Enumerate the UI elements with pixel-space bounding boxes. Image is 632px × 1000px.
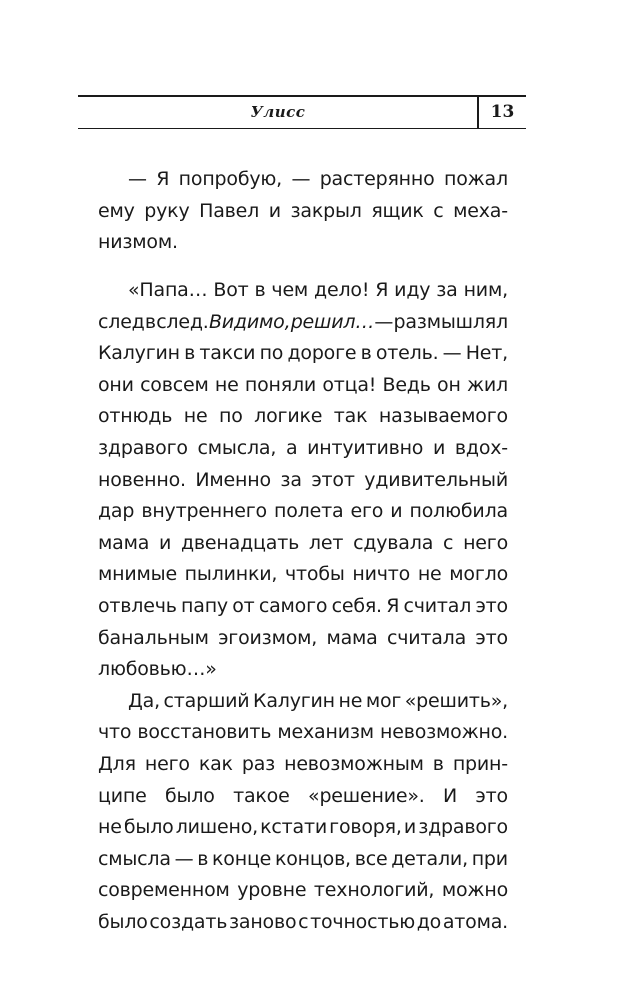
word: сдувала <box>353 531 434 554</box>
text-line <box>98 559 508 591</box>
word: меха- <box>453 199 508 222</box>
word: конце <box>212 847 272 870</box>
word: здравого <box>98 436 188 459</box>
word: называемого <box>378 405 508 428</box>
text-line <box>98 812 508 844</box>
text-line <box>98 227 508 259</box>
word: — <box>291 168 311 190</box>
word: в <box>197 847 209 870</box>
word: Ведь <box>382 373 431 396</box>
word: отвлечь <box>98 594 177 617</box>
running-title: Улисс <box>250 103 306 121</box>
text-line <box>98 465 508 497</box>
word: лишено, <box>175 816 258 839</box>
text-line <box>98 623 508 655</box>
text-line <box>98 591 508 623</box>
word: дар <box>98 500 135 523</box>
word: и <box>268 199 281 222</box>
word: отца! <box>322 373 377 396</box>
text-line <box>98 196 508 228</box>
word: закрыл <box>290 199 362 222</box>
word: попробую, <box>178 168 283 190</box>
word: И <box>443 784 458 807</box>
word: мама <box>98 531 150 554</box>
word: кстати <box>260 816 327 839</box>
word: создать <box>149 910 228 933</box>
word: с <box>442 531 454 554</box>
word: и <box>390 500 403 523</box>
text-line <box>98 275 508 307</box>
word: иду <box>394 279 431 301</box>
word: «решить», <box>404 689 508 712</box>
word: него <box>463 531 508 554</box>
word: совсем <box>140 373 209 396</box>
word: при <box>471 847 508 870</box>
word: Нет, <box>465 342 508 365</box>
text-line <box>98 749 508 781</box>
word: детали, <box>391 847 468 870</box>
word: чем <box>271 279 309 301</box>
word: ящик <box>371 199 424 222</box>
word: можно <box>441 879 508 902</box>
word: банальным <box>98 626 209 649</box>
word: его <box>350 500 384 523</box>
word: поняли <box>244 373 317 396</box>
word: говоря, <box>329 816 402 839</box>
word: дело! <box>314 279 370 301</box>
word: ничто <box>352 563 411 586</box>
text-line-with-italic <box>98 307 508 339</box>
word: с <box>298 910 309 933</box>
word: невозможным <box>284 752 424 775</box>
word: него <box>144 752 190 775</box>
word: за <box>436 279 458 301</box>
word: Для <box>98 752 136 775</box>
word: и <box>159 531 172 554</box>
word: с <box>433 199 444 222</box>
word: раз <box>241 752 276 775</box>
word: растерянно <box>319 168 435 190</box>
word: а <box>285 436 298 459</box>
paragraph-2 <box>98 275 508 938</box>
word: он <box>437 373 461 396</box>
word: след. <box>156 310 209 333</box>
word: пылинки, <box>184 563 278 586</box>
word: след <box>98 310 145 333</box>
text-line <box>98 401 508 433</box>
word: руку <box>144 199 190 222</box>
word: эгоизмом, <box>218 626 318 649</box>
word: и <box>403 816 417 839</box>
word: решил… <box>290 310 375 333</box>
word: Именно <box>195 468 271 491</box>
word: «Папа… <box>128 279 208 301</box>
word: логике <box>254 405 323 428</box>
word: удивительный <box>364 468 508 491</box>
word: прин- <box>452 752 508 775</box>
word: Я <box>386 594 400 617</box>
word: точностью <box>310 910 415 933</box>
word: «решение». <box>308 784 425 807</box>
word: отнюдь <box>98 405 173 428</box>
word: современном <box>98 879 230 902</box>
word: — <box>442 342 462 365</box>
word: интуитивно <box>307 436 424 459</box>
text-line <box>98 907 508 939</box>
text-line <box>98 654 508 686</box>
word: и <box>432 436 446 459</box>
word: вдох- <box>454 436 508 459</box>
word: это <box>475 626 508 649</box>
word: заново <box>228 910 297 933</box>
word: это <box>475 784 508 807</box>
word: — <box>128 168 147 190</box>
word: отель. <box>375 342 439 365</box>
word: такое <box>233 784 290 807</box>
word: что <box>98 721 132 744</box>
running-header <box>78 95 526 129</box>
word: считала <box>386 626 467 649</box>
text-line <box>98 433 508 465</box>
word: невозможно. <box>379 721 508 744</box>
word: новенно. <box>98 468 186 491</box>
text-line <box>98 844 508 876</box>
word: папу <box>181 594 228 617</box>
word: в <box>144 310 156 333</box>
text-line <box>98 338 508 370</box>
page-number: 13 <box>490 102 515 122</box>
word: любовью…» <box>98 658 217 681</box>
word: жил <box>466 373 508 396</box>
word: двенадцать <box>181 531 300 554</box>
word: в <box>432 752 444 775</box>
text-line <box>98 781 508 813</box>
word: до <box>416 910 442 933</box>
word: ним, <box>463 279 508 301</box>
word: Видимо, <box>208 310 291 333</box>
word: пожал <box>443 168 508 190</box>
word: — <box>174 847 194 870</box>
text-line <box>98 717 508 749</box>
word: они <box>98 373 134 396</box>
text-line <box>98 528 508 560</box>
word: не <box>98 816 122 839</box>
word: самого <box>258 594 328 617</box>
word: чтобы <box>285 563 345 586</box>
text-line <box>98 496 508 528</box>
word: лет <box>308 531 344 554</box>
text-line <box>98 164 508 196</box>
word: себя. <box>331 594 382 617</box>
word: — <box>374 310 394 333</box>
word: Калугин <box>98 342 180 365</box>
word: в <box>360 342 372 365</box>
word: считал <box>403 594 472 617</box>
word: ципе <box>98 784 147 807</box>
word: восстановить <box>137 721 272 744</box>
word: мнимые <box>98 563 177 586</box>
word: могло <box>449 563 508 586</box>
word: ему <box>98 199 135 222</box>
word: мог <box>365 689 402 712</box>
word: не <box>338 689 363 712</box>
word: не <box>183 405 208 428</box>
word: по <box>219 405 243 428</box>
word: Вот <box>213 279 249 301</box>
word: было <box>165 784 215 807</box>
word: все <box>354 847 388 870</box>
word: не <box>214 373 239 396</box>
text-line <box>98 686 508 718</box>
text-line <box>98 370 508 402</box>
word: размышлял <box>393 310 508 333</box>
word: за <box>280 468 302 491</box>
word: было <box>98 910 148 933</box>
word: Я <box>375 279 389 301</box>
word: полюбила <box>409 500 508 523</box>
word: Калугин <box>253 689 335 712</box>
word: атома. <box>442 910 508 933</box>
word: дороге <box>287 342 357 365</box>
word: мама <box>326 626 378 649</box>
word: это <box>475 594 508 617</box>
word: было <box>123 816 174 839</box>
paragraph-1 <box>98 164 508 259</box>
word: смысла <box>98 847 171 870</box>
word: по <box>259 342 284 365</box>
word: старший <box>163 689 250 712</box>
word: как <box>198 752 233 775</box>
word: этот <box>311 468 355 491</box>
word: Да, <box>128 689 160 712</box>
word: уровне <box>237 879 307 902</box>
word: технологий, <box>313 879 435 902</box>
word: такси <box>199 342 256 365</box>
word: низмом. <box>98 231 178 254</box>
word: смысла, <box>197 436 277 459</box>
word: в <box>254 279 266 301</box>
word: концов, <box>274 847 351 870</box>
word: внутреннего <box>141 500 267 523</box>
word: полета <box>274 500 344 523</box>
word: здравого <box>418 816 508 839</box>
word: механизм <box>277 721 374 744</box>
word: Я <box>156 168 170 190</box>
word: Павел <box>199 199 260 222</box>
word: от <box>232 594 255 617</box>
word: в <box>184 342 196 365</box>
word: так <box>333 405 368 428</box>
text-line <box>98 875 508 907</box>
word: не <box>417 563 442 586</box>
